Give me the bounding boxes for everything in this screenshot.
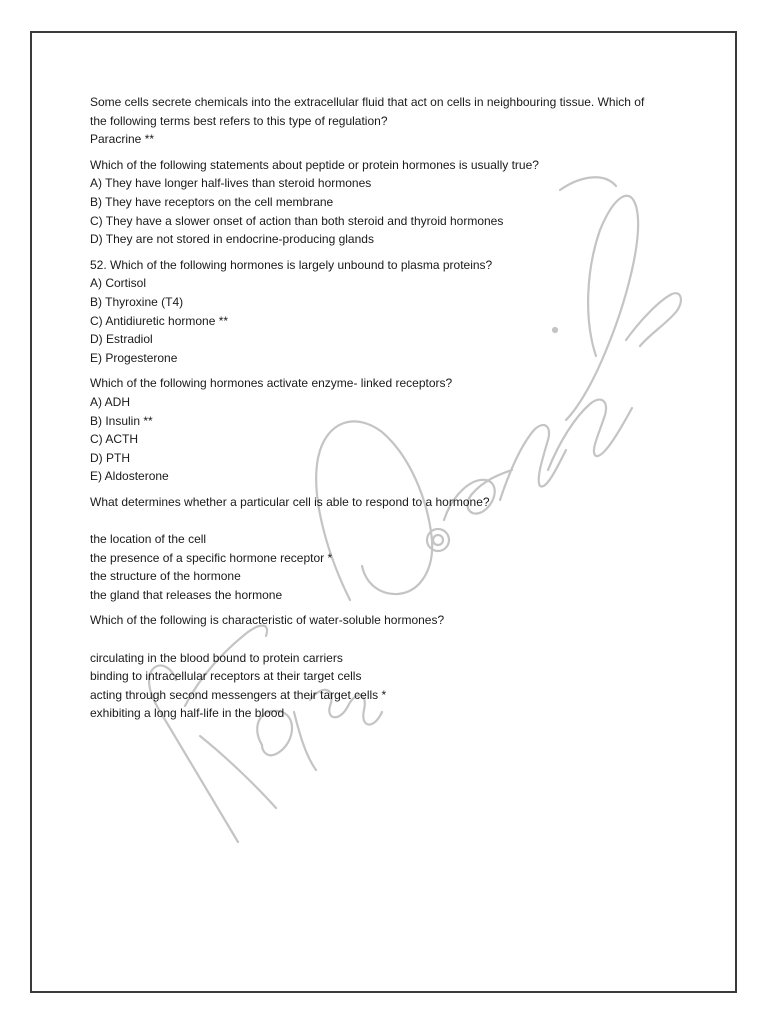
answer-option: D) PTH <box>90 450 130 465</box>
question-stem: Some cells secrete chemicals into the extracellular fluid that act on cells in neighbouring tissue. Which of <box>90 95 645 109</box>
question-stem: the following terms best refers to this type of regulation? <box>90 113 388 128</box>
answer-option: Paracrine ** <box>90 132 155 147</box>
question-stem: Which of the following is characteristic of water-soluble hormones? <box>90 613 445 628</box>
answer-option: B) Thyroxine (T4) <box>90 294 184 309</box>
answer-option: D) Estradiol <box>90 332 153 347</box>
question-stem: 52. Which of the following hormones is largely unbound to plasma proteins? <box>90 257 493 272</box>
answer-option: E) Progesterone <box>90 350 178 365</box>
question-block <box>90 256 690 368</box>
question-block <box>90 611 690 723</box>
answer-option: exhibiting a long half-life in the blood <box>90 706 285 721</box>
answer-option: acting through second messengers at their target cells * <box>90 687 387 702</box>
answer-option: C) ACTH <box>90 432 138 447</box>
question-block <box>90 93 690 149</box>
answer-option: B) They have receptors on the cell membrane <box>90 194 334 209</box>
answer-option: C) They have a slower onset of action than both steroid and thyroid hormones <box>90 213 504 228</box>
question-block <box>90 374 690 486</box>
answer-option: A) Cortisol <box>90 276 147 291</box>
answer-option: B) Insulin ** <box>90 413 153 428</box>
answer-option: D) They are not stored in endocrine-producing glands <box>90 232 374 247</box>
question-stem: Which of the following statements about peptide or protein hormones is usually true? <box>90 157 539 172</box>
document-body <box>90 93 690 730</box>
answer-option: C) Antidiuretic hormone ** <box>90 313 229 328</box>
answer-option: circulating in the blood bound to protein carriers <box>90 650 343 665</box>
question-stem: Which of the following hormones activate enzyme- linked receptors? <box>90 376 453 391</box>
answer-option: A) ADH <box>90 394 131 409</box>
answer-option: E) Aldosterone <box>90 469 169 484</box>
question-stem: What determines whether a particular cell is able to respond to a hormone? <box>90 494 490 509</box>
answer-option: the location of the cell <box>90 532 207 547</box>
answer-option: the gland that releases the hormone <box>90 587 283 602</box>
question-block <box>90 156 690 249</box>
blank-line <box>90 511 690 530</box>
question-block <box>90 493 690 605</box>
answer-option: the structure of the hormone <box>90 569 241 584</box>
blank-line <box>90 630 690 649</box>
answer-option: A) They have longer half-lives than steroid hormones <box>90 176 372 191</box>
answer-option: binding to intracellular receptors at their target cells <box>90 669 362 684</box>
answer-option: the presence of a specific hormone receptor * <box>90 550 333 565</box>
